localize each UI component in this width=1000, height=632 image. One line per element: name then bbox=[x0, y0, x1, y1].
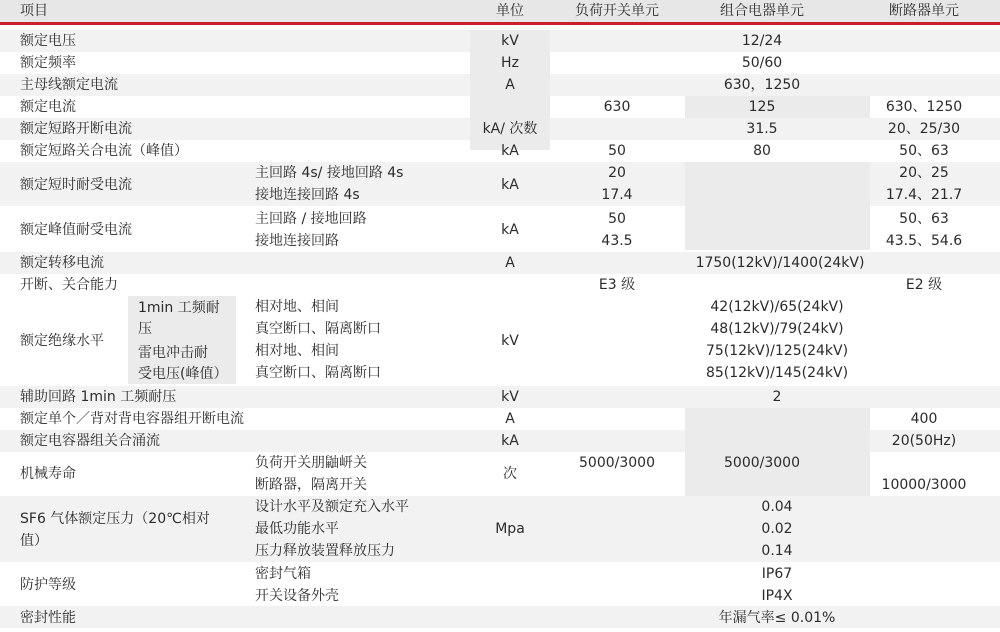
unit-cell: kA bbox=[501, 177, 519, 193]
row-label: 机械寿命 bbox=[20, 466, 76, 482]
combo-cell-shade bbox=[685, 162, 870, 250]
row-label: 辅助回路 1min 工频耐压 bbox=[20, 389, 177, 405]
sub-label: 最低功能水平 bbox=[255, 521, 339, 537]
value-cell: 630、1250 bbox=[885, 99, 963, 115]
row-label: 额定短路关合电流（峰值） bbox=[20, 143, 188, 159]
row-label: 防护等级 bbox=[20, 577, 76, 593]
unit-cell: A bbox=[505, 411, 515, 427]
value-cell: 50 bbox=[608, 143, 626, 159]
sub-label: 压力释放装置释放压力 bbox=[255, 543, 395, 559]
unit-cell: Hz bbox=[501, 55, 519, 71]
value-cell: 630 bbox=[603, 99, 631, 115]
value-cell: 31.5 bbox=[746, 121, 778, 137]
value-cell: 5000/3000 bbox=[724, 455, 800, 471]
unit-cell: A bbox=[505, 255, 515, 271]
value-cell: 20(50Hz) bbox=[891, 433, 957, 449]
value-cell: IP67 bbox=[761, 566, 793, 582]
sub-label: 设计水平及额定充入水平 bbox=[255, 499, 409, 515]
value-cell: 10000/3000 bbox=[881, 477, 967, 493]
header-item: 项目 bbox=[20, 3, 48, 19]
unit-cell: kV bbox=[501, 33, 519, 49]
value-cell: 43.5、54.6 bbox=[885, 233, 963, 249]
value-cell: 20、25 bbox=[899, 165, 949, 181]
value-cell: 年漏气率≤ 0.01% bbox=[718, 610, 836, 626]
unit-cell: kA bbox=[501, 143, 519, 159]
value-cell: 48(12kV)/79(24kV) bbox=[710, 321, 844, 337]
value-cell: 17.4、21.7 bbox=[885, 187, 963, 203]
sub-label: 主回路 / 接地回路 bbox=[255, 211, 367, 227]
header-unit: 单位 bbox=[496, 3, 524, 19]
value-cell: 400 bbox=[910, 411, 938, 427]
value-cell: 0.14 bbox=[761, 543, 793, 559]
value-cell: 1750(12kV)/1400(24kV) bbox=[695, 255, 865, 271]
value-cell: 85(12kV)/145(24kV) bbox=[705, 365, 849, 381]
value-cell: 12/24 bbox=[741, 33, 783, 49]
value-cell: 43.5 bbox=[601, 233, 633, 249]
unit-cell: kA/ 次数 bbox=[482, 121, 538, 137]
value-cell: 80 bbox=[753, 143, 771, 159]
value-cell: E3 级 bbox=[598, 277, 636, 293]
value-cell: E2 级 bbox=[905, 277, 943, 293]
value-cell: 17.4 bbox=[601, 187, 633, 203]
row-label: 开断、关合能力 bbox=[20, 277, 118, 293]
unit-cell: kV bbox=[501, 389, 519, 405]
value-cell: 50 bbox=[608, 211, 626, 227]
sub-label: 真空断口、隔离断口 bbox=[255, 321, 381, 337]
unit-cell: kA bbox=[501, 222, 519, 238]
sub-label: 相对地、相间 bbox=[255, 299, 339, 315]
value-cell: 50、63 bbox=[899, 143, 949, 159]
unit-cell: kV bbox=[501, 333, 519, 349]
header-accent-line bbox=[0, 22, 1000, 25]
row-label: 额定峰值耐受电流 bbox=[20, 222, 132, 238]
header-combo: 组合电器单元 bbox=[720, 3, 804, 19]
sub-label: 断路器，隔离开关 bbox=[255, 477, 367, 493]
row-label: 额定转移电流 bbox=[20, 255, 104, 271]
sub-label: 接地连接回路 4s bbox=[255, 187, 360, 203]
header-load-switch: 负荷开关单元 bbox=[575, 3, 659, 19]
unit-cell: Mpa bbox=[495, 521, 525, 537]
row-label: 额定短路开断电流 bbox=[20, 121, 132, 137]
sub-label: 接地连接回路 bbox=[255, 233, 339, 249]
value-cell: 0.04 bbox=[761, 499, 793, 515]
sub-label: 负荷开关朋鼬岍关 bbox=[255, 455, 367, 471]
row-band bbox=[0, 606, 1000, 628]
combo-cell-shade bbox=[685, 96, 870, 118]
row-label: 额定电压 bbox=[20, 33, 76, 49]
value-cell: 2 bbox=[772, 389, 782, 405]
row-label: 主母线额定电流 bbox=[20, 77, 118, 93]
value-cell: 20、25/30 bbox=[887, 121, 961, 137]
sub-group-label: 1min 工频耐 bbox=[138, 300, 220, 316]
row-label: 值） bbox=[20, 533, 48, 549]
unit-cell: kA bbox=[501, 433, 519, 449]
sub-label: 密封气箱 bbox=[255, 566, 311, 582]
value-cell: 75(12kV)/125(24kV) bbox=[705, 343, 849, 359]
value-cell: 630，1250 bbox=[723, 77, 801, 93]
header-breaker: 断路器单元 bbox=[889, 3, 959, 19]
value-cell: 50/60 bbox=[741, 55, 783, 71]
row-label: 额定电流 bbox=[20, 99, 76, 115]
sub-label: 相对地、相间 bbox=[255, 343, 339, 359]
value-cell: 0.02 bbox=[761, 521, 793, 537]
value-cell: IP4X bbox=[761, 588, 793, 604]
sub-label: 主回路 4s/ 接地回路 4s bbox=[255, 165, 404, 181]
sub-group-label: 压 bbox=[138, 321, 152, 337]
value-cell: 5000/3000 bbox=[579, 455, 655, 471]
unit-cell: 次 bbox=[503, 466, 517, 482]
row-label: 额定频率 bbox=[20, 55, 76, 71]
value-cell: 50、63 bbox=[899, 211, 949, 227]
value-cell: 42(12kV)/65(24kV) bbox=[710, 299, 844, 315]
value-cell: 20 bbox=[608, 165, 626, 181]
sub-label: 开关设备外壳 bbox=[255, 588, 339, 604]
row-label: 额定电容器组关合涌流 bbox=[20, 433, 160, 449]
row-label: SF6 气体额定压力（20℃相对 bbox=[20, 511, 210, 527]
combo-cell-shade bbox=[685, 474, 870, 496]
row-label: 额定短时耐受电流 bbox=[20, 177, 132, 193]
row-label: 额定单个／背对背电容器组开断电流 bbox=[20, 411, 244, 427]
sub-label: 真空断口、隔离断口 bbox=[255, 365, 381, 381]
sub-group-label: 受电压(峰值） bbox=[138, 366, 228, 382]
sub-group-label: 雷电冲击耐 bbox=[138, 345, 208, 361]
row-label: 密封性能 bbox=[20, 610, 76, 626]
value-cell: 125 bbox=[748, 99, 776, 115]
unit-cell: A bbox=[505, 77, 515, 93]
row-label: 额定绝缘水平 bbox=[20, 333, 104, 349]
